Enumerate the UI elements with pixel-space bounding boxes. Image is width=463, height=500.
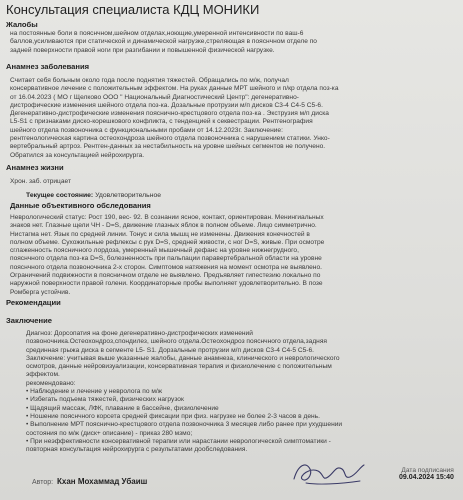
anamnesis-life-heading: Анамнез жизни — [6, 163, 64, 172]
objective-line: пояснчного отдела поз-ка D=S, болезненность при пальпации паравертебральной области на уровне — [10, 255, 322, 263]
complaints-line: задней поверхности правой ноги при разгибании и повышенной физической нагрузке. — [10, 46, 275, 54]
objective-line: сглаженность поясничного лордоза, умеренный мышечный дефанс на уровне нижнегрудного, — [10, 247, 299, 255]
objective-line: пояснчного отдела позвоночника 2-х сторон. Симптомов натяжения на момент осмотра не выявлено. — [10, 263, 322, 271]
objective-line: Нистагма нет. Язык по средней линии. Тонус и сила мышц не изменены. Движения конечностей в — [10, 230, 310, 238]
author-label: Автор: — [32, 479, 54, 486]
conclusion-line: Заключение: учитывая выше указанные жалобы, данные анамнеза, клинического и неврологического — [26, 354, 340, 362]
anamnesis-line: дистрофические изменения шейного отдела поз-ка. Дозальные протрузии м/п дисков С3-4 С4-5 С5-6. — [10, 101, 323, 109]
complaints-line: баллов,усиливаются при статической и динамической нагрузке,стреляющая в пояснчном отделе по — [10, 38, 317, 46]
objective-line: Неврологический статус: Рост 190, вес- 92. В сознании ясное, контакт, ориентирован. Менингиальных — [10, 214, 324, 221]
conclusion-line: рекомендовано: — [26, 379, 76, 387]
conclusion-line: • Выполнение МРТ пояснично-крестцового отдела позвоночника 3 месяцев либо ранее при ухудшении — [26, 421, 343, 429]
conclusion-line: осмотров, данные нейровизуализации, консервативная терапия и физиолечение с положительным — [26, 363, 332, 371]
anamnesis-line: рентгенологическая картина остеохондроза шейного отдела позвоночника с нарушением статики. Унко- — [10, 135, 330, 143]
conclusion-line: срединная грыжа диска в сегменте L5- S1. Дорзальные протрузии м/п дисков С3-4 С4-5 С5-6. — [26, 346, 314, 354]
objective-heading: Данные объективного обследования — [10, 201, 151, 210]
current-state-row — [26, 192, 161, 199]
conclusion-line: повторная консультация нейрохирурга с результатами дообследования. — [26, 446, 248, 454]
signing-date — [399, 467, 454, 481]
conclusion-line: • При неэффективности консервативной терапии или нарастании неврологической симптоматики - — [26, 437, 331, 445]
conclusion-line: Диагноз: Дорсопатия на фоне дегенеративно-дистрофических изменений — [26, 330, 253, 337]
author-line — [32, 477, 147, 486]
objective-line: наружной поверхности правой голени. Координаторные пробы выполняет удовлетворительно. В позе — [10, 280, 323, 288]
anamnesis-disease-heading: Анамнез заболевания — [6, 62, 90, 71]
conclusion-line: позвоночника.Остеохондроз,спондилез, шейного отдела.Остеохондроз пояснчного отдела,задняя — [26, 338, 327, 346]
anamnesis-life-text: Хрон. заб. отрицает — [10, 178, 71, 185]
conclusion-text — [26, 330, 342, 454]
date-label: Дата подписания — [401, 467, 454, 474]
conclusion-heading: Заключение — [6, 316, 53, 325]
anamnesis-line: Дегенеративно-дистрофические изменения пояснично-крестцового отдела поз-ка . Экструзия м/п диска — [10, 110, 329, 118]
objective-line: Ограничений подвижности в поясничном отделе не выявлено. Предъявляет гипестезию локально по — [10, 272, 321, 280]
recommendations-heading: Рекомендации — [6, 298, 61, 307]
anamnesis-line: вертебральный артроз. Рентген-данных за нестабильность на уровне шейных сегментов не получено. — [10, 143, 326, 151]
handwritten-signature — [288, 455, 368, 489]
anamnesis-line: Считает себя больным около года после поднятия тяжестей. Обращались по м/ж, получал — [10, 77, 289, 84]
anamnesis-line: Обратился за консультацией нейрохирурга. — [10, 151, 145, 159]
anamnesis-line: от 16.04.2023 ( МО г Щелково ООО " Национальный Диагностический Центр": дегенеративно- — [10, 93, 299, 101]
objective-line: Ромберга устойчив. — [10, 288, 71, 296]
conclusion-line: • Избегать подъема тяжестей, физических нагрузок — [26, 396, 184, 404]
anamnesis-line: шейного отдела позвоночника с функциональными пробами от 14.12.2023г. Заключение: — [10, 126, 283, 134]
author-name: Кхан Мохаммад Убаиш — [56, 477, 148, 486]
current-state-value: Удовлетворительное — [95, 192, 162, 199]
complaints-text — [10, 30, 317, 55]
objective-text — [10, 214, 324, 297]
anamnesis-line: консервативное лечение с положительным эффектом. На руках данные МРТ шейного и п/кр отдела поз-ка — [10, 85, 339, 93]
conclusion-line: состояния по м/ж (диск+ описание) - приказ 280 мзмо; — [26, 429, 193, 437]
objective-line: знаков нет. Глазные щели ЧН - D=S, движение глазных яблок в полном объеме. Лицо симметрично. — [10, 222, 317, 230]
date-value: 09.04.2024 15:40 — [399, 474, 454, 481]
conclusion-line: • Наблюдение и лечение у невролога по м/ж — [26, 388, 163, 396]
objective-line: полном объеме. Сухожильные рефлексы с рук D=S, средней живости, с ног D=S, живые. При осмотре — [10, 238, 325, 246]
anamnesis-line: L5-S1 с признаками диско-корешкового конфликта, с тенденцией к секвестрации. Рентгенография — [10, 118, 313, 126]
complaints-line: на постоянные боли в пояснчном,шейном отделах,ноющие,умеренной интенсивности по ваш-6 — [10, 30, 304, 37]
conclusion-line: • Щадящий массаж, ЛФК, плавание в бассейне, физиолечение — [26, 404, 219, 412]
conclusion-line: эффектом. — [26, 371, 60, 379]
document-title: Консультация специалиста КДЦ МОНИКИ — [6, 2, 260, 17]
conclusion-line: • Ношение пояснчного корсета средней фиксации при физ. нагрузке не более 2-3 часов в день. — [26, 412, 320, 420]
anamnesis-disease-text — [10, 77, 339, 160]
current-state-label: Текущее состояние: — [26, 192, 94, 199]
complaints-heading: Жалобы — [6, 20, 38, 29]
